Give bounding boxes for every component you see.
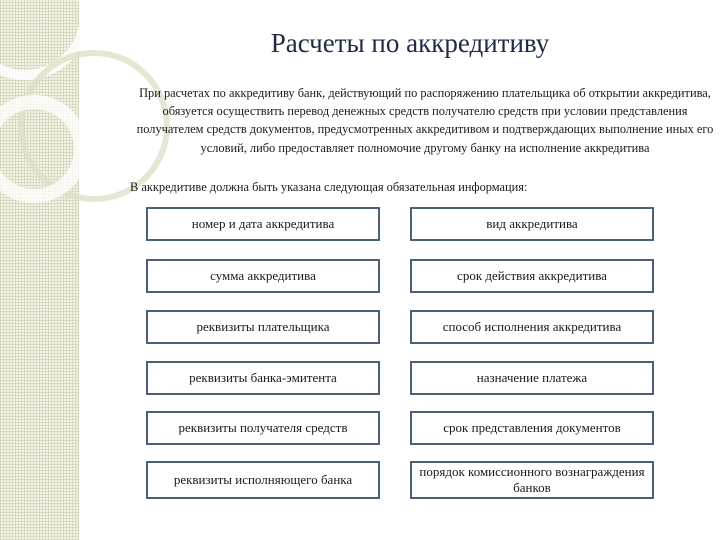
- requirements-lead: В аккредитиве должна быть указана следующая обязательная информация:: [130, 180, 528, 194]
- requirement-box-number-date: номер и дата аккредитива: [146, 207, 380, 241]
- requirement-box-executing-bank: реквизиты исполняющего банка: [146, 461, 380, 499]
- requirement-box-type: вид аккредитива: [410, 207, 654, 241]
- requirement-box-commission: порядок комиссионного вознаграждения банков: [410, 461, 654, 499]
- requirement-box-document-deadline: срок представления документов: [410, 411, 654, 445]
- intro-paragraph: При расчетах по аккредитиву банк, действующий по распоряжению плательщика об открытии аккредитива, обязуется осуществить перевод денежных средств получателю средств при условии представления получателем средств документов, предусмотренных аккредитивом и подтверждающих выполнение иных его условий, либо предоставляет полномочие другому банку на исполнение аккредитива: [136, 86, 714, 155]
- requirement-box-payer-details: реквизиты плательщика: [146, 310, 380, 344]
- slide-title: Расчеты по аккредитиву: [270, 28, 550, 58]
- requirement-box-payment-purpose: назначение платежа: [410, 361, 654, 395]
- decorative-side-stripe: [0, 0, 79, 540]
- requirement-box-recipient-details: реквизиты получателя средств: [146, 411, 380, 445]
- requirement-box-amount: сумма аккредитива: [146, 259, 380, 293]
- requirement-box-issuing-bank: реквизиты банка-эмитента: [146, 361, 380, 395]
- requirement-box-validity: срок действия аккредитива: [410, 259, 654, 293]
- requirement-box-execution-method: способ исполнения аккредитива: [410, 310, 654, 344]
